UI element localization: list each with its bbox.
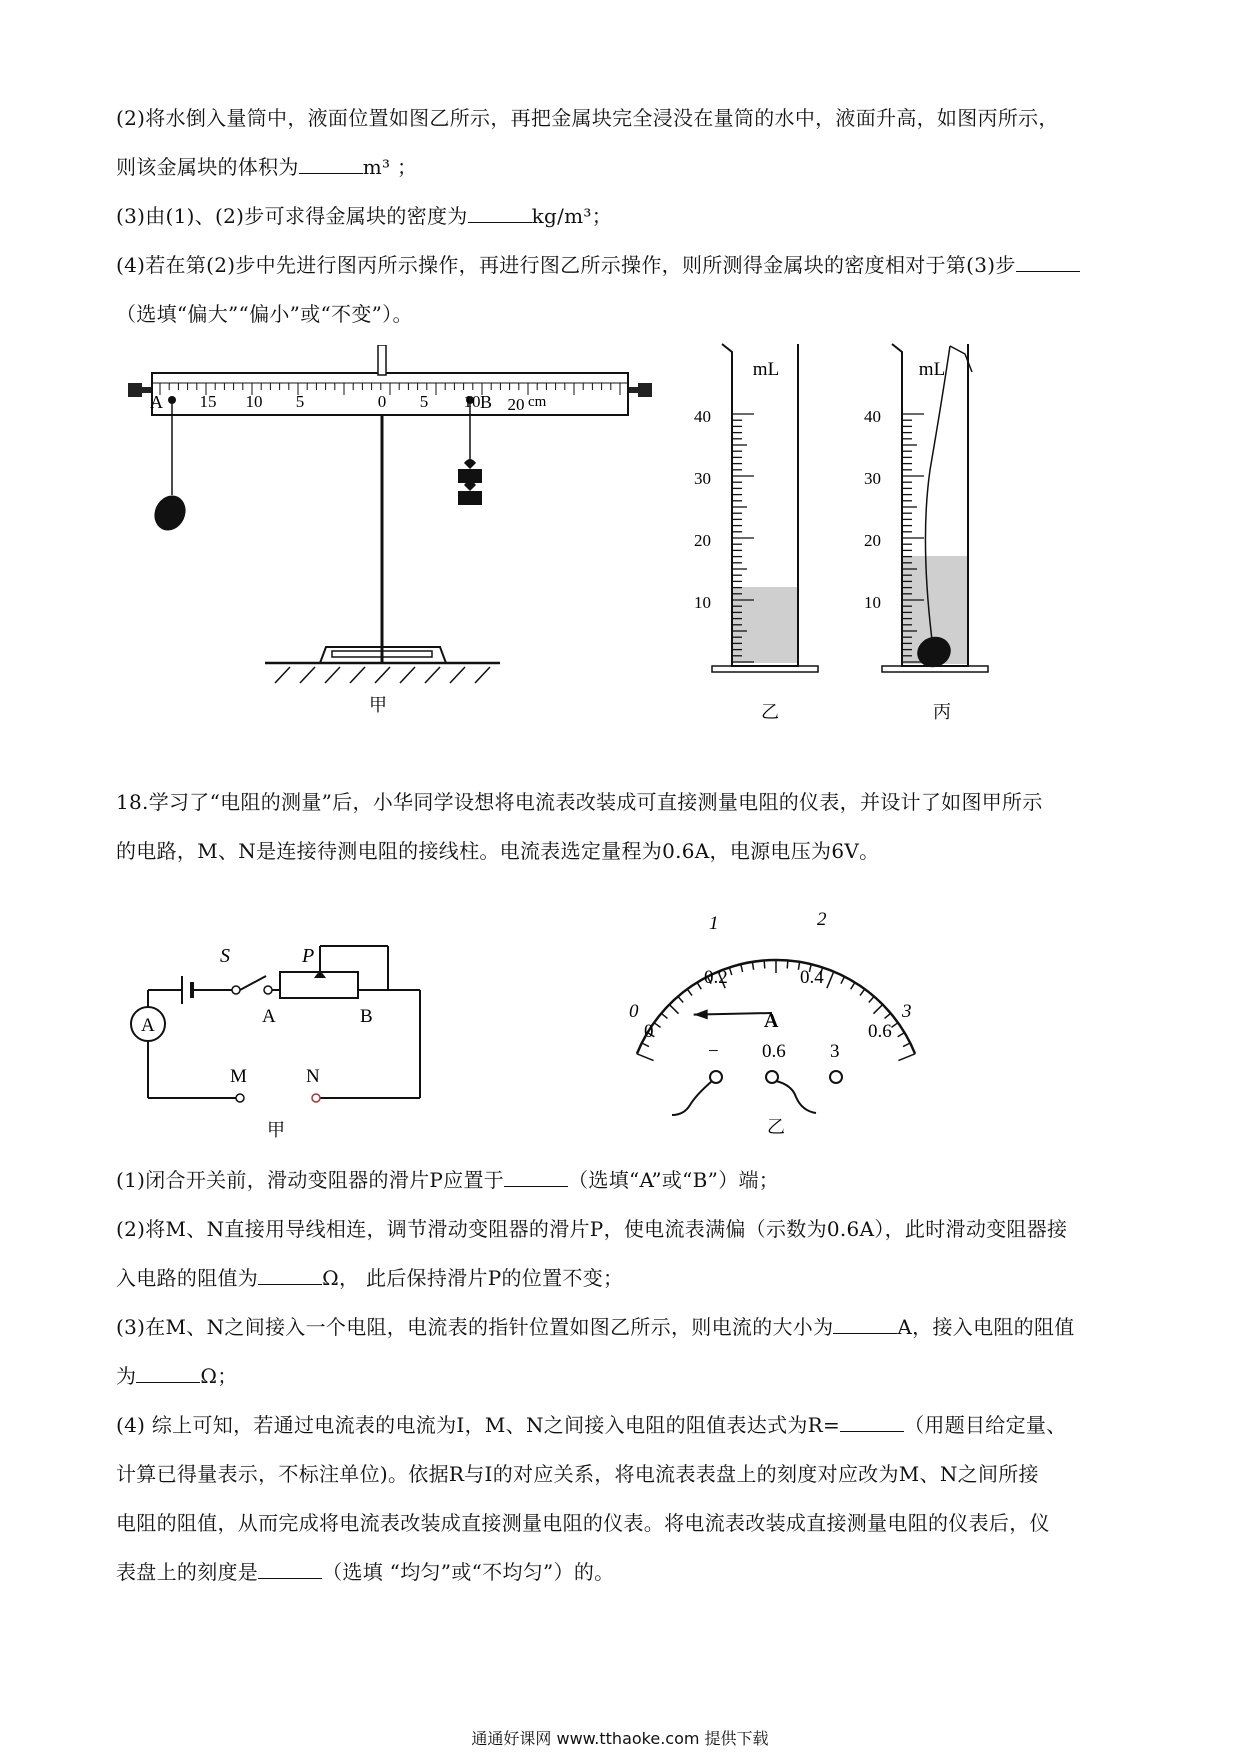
cylinder-unit-right: mL [918, 359, 946, 380]
dial-tick [661, 1013, 667, 1018]
answer-blank[interactable] [840, 1415, 904, 1432]
tick-label: 40 [864, 407, 881, 426]
figure-caption: 甲 [369, 695, 387, 715]
answer-blank[interactable] [504, 1170, 568, 1187]
dial-tick [898, 1033, 905, 1037]
bottom-scale-02: 0.2 [704, 967, 728, 988]
terminal-minus: − [708, 1041, 719, 1062]
scale-num: 5 [295, 392, 305, 411]
tick-label: 10 [694, 593, 711, 612]
needle-arrowhead [694, 1009, 708, 1019]
dial-tick [827, 972, 834, 989]
terminal-m-label: M [230, 1066, 247, 1087]
dial-tick [873, 1005, 882, 1014]
dial-tick [637, 1054, 654, 1061]
switch-label: S [220, 945, 230, 967]
dial-tick [642, 1043, 649, 1047]
ammeter-unit: A [764, 1010, 779, 1032]
dial-tick [891, 1023, 898, 1028]
answer-blank[interactable] [468, 206, 532, 223]
q17-part2: (2)将水倒入量筒中，液面位置如图乙所示，再把金属块完全浸没在量筒的水中，液面升高，如图丙所示， 则该金属块的体积为 m³ ； [116, 106, 1059, 179]
answer-blank[interactable] [1016, 255, 1080, 272]
tick-label: 30 [864, 469, 881, 488]
scale-num: 0 [377, 392, 387, 411]
tick-label: 10 [864, 593, 881, 612]
top-scale-0: 0 [629, 1001, 639, 1022]
scale-num: 15 [199, 392, 217, 411]
scale-num: 20 [507, 395, 525, 414]
answer-blank[interactable] [136, 1366, 200, 1383]
scale-num: 10 [245, 392, 263, 411]
dial-tick [669, 1005, 678, 1014]
ammeter-symbol: A [141, 1015, 155, 1036]
q18-part2: (2)将M、N直接用导线相连，调节滑动变阻器的滑片P，使电流表满偏（示数为0.6A），此时滑动变阻器接 入电路的阻值为 Ω， 此后保持滑片P的位置不变； [116, 1217, 1068, 1290]
q17-part4: (4)若在第(2)步中先进行图丙所示操作，再进行图乙所示操作，则所测得金属块的密度相对于第(3)步 （选填“偏大”“偏小”或“不变”）。 [116, 241, 1136, 339]
q18-part1: (1)闭合开关前，滑动变阻器的滑片P应置于 （选填“A”或“B”）端； [116, 1168, 780, 1192]
scale-num: 5 [419, 392, 429, 411]
dial-tick [687, 989, 692, 995]
bottom-scale-0: 0 [644, 1021, 654, 1042]
tick-label: 20 [864, 531, 881, 550]
ammeter-figure [600, 885, 960, 1154]
top-scale-1: 1 [709, 913, 719, 934]
tick-label: 30 [694, 469, 711, 488]
point-a-label: A [150, 392, 163, 412]
figure-caption: 甲 [267, 1120, 285, 1140]
answer-blank[interactable] [258, 1562, 322, 1579]
dial-tick [860, 989, 865, 995]
terminal-06: 0.6 [762, 1041, 786, 1062]
dial-tick [678, 996, 683, 1002]
terminal-n-label: N [306, 1066, 320, 1087]
answer-blank[interactable] [258, 1268, 322, 1285]
dial-tick [885, 1013, 891, 1018]
bottom-scale-04: 0.4 [800, 967, 824, 988]
q18-part4: (4) 综上可知，若通过电流表的电流为I，M、N之间接入电阻的阻值表达式为R= （用题目给定量、 计算已得量表示，不标注单位)。依据R与I的对应关系，将电流表表盘上的刻度对应改为M、N之间所接 电阻的阻值，从而完成将电流表改装成直接测量电阻的仪表。将电流表改装成直接测量电阻的仪表后，仪 表盘上的刻度是 （选填 “均匀”或“不均匀”）的。 [116, 1413, 1067, 1584]
dial-tick [787, 960, 788, 968]
top-scale-2: 2 [817, 909, 827, 930]
ruler-unit: cm [528, 394, 547, 410]
dial-tick [752, 962, 753, 970]
top-scale-3: 3 [902, 1001, 912, 1022]
figure-caption: 乙 [761, 702, 779, 722]
answer-blank[interactable] [299, 157, 363, 174]
q18-intro: 18.学习了“电阻的测量”后，小华同学设想将电流表改装成可直接测量电阻的仪表，并设计了如图甲所示 的电路，M、N是连接待测电阻的接线柱。电流表选定量程为0.6A，电源电压为6V。 [116, 790, 1043, 863]
cylinders-figure [680, 340, 1020, 729]
circuit-figure [120, 920, 500, 1154]
point-b-label: B [480, 392, 493, 412]
dial-tick [764, 960, 765, 968]
q17-part3: (3)由(1)、(2)步可求得金属块的密度为 kg/m³； [116, 204, 613, 228]
dial-tick [903, 1043, 910, 1047]
dial-tick [869, 996, 874, 1002]
dial-tick [898, 1054, 915, 1061]
page-footer: 通通好课网 www.tthaoke.com 提供下载 [471, 1729, 769, 1748]
dial-tick [841, 977, 845, 984]
dial-tick [851, 982, 855, 989]
tick-label: 20 [694, 531, 711, 550]
q18-part3: (3)在M、N之间接入一个电阻，电流表的指针位置如图乙所示，则电流的大小为 A，接入电阻的阻值 为 Ω； [116, 1315, 1075, 1388]
figure-caption: 乙 [767, 1117, 785, 1137]
answer-blank[interactable] [833, 1317, 897, 1334]
dial-tick [729, 967, 731, 975]
end-a-label: A [262, 1006, 276, 1027]
figure-caption: 丙 [933, 702, 951, 722]
balance-figure [120, 345, 660, 719]
tick-label: 40 [694, 407, 711, 426]
terminal-3: 3 [830, 1041, 840, 1062]
bottom-scale-06: 0.6 [868, 1021, 892, 1042]
cylinder-unit-left: mL [752, 359, 780, 380]
slider-label: P [302, 945, 315, 967]
dial-tick [697, 982, 701, 989]
scale-num: 10 [463, 392, 481, 411]
dial-tick [654, 1023, 661, 1028]
dial-tick [741, 964, 743, 972]
end-b-label: B [360, 1006, 373, 1027]
